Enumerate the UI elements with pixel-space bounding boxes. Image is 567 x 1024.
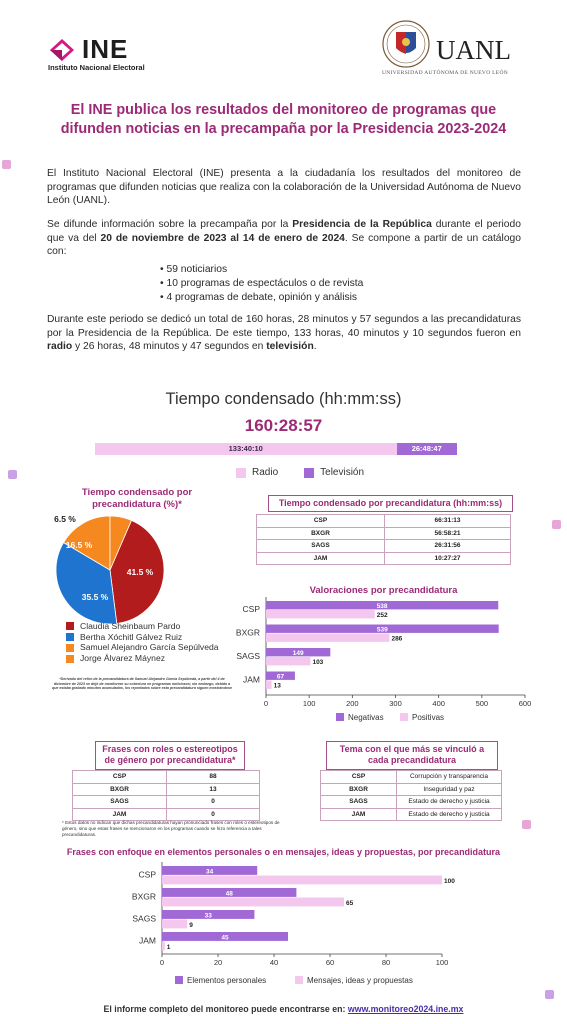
category-label: SAGS [132,913,156,924]
pie-chart-title: Tiempo condensado por precandidatura (%)* [81,487,193,511]
time-table [256,514,511,565]
report-link[interactable]: www.monitoreo2024.ine.mx [347,1004,464,1014]
table-row: BXGR 13 [73,783,260,796]
radio-bar-segment: 133:40:10 [95,443,397,455]
pie-slice-label: 6.5 % [54,514,76,524]
x-tick-label: 0 [263,699,269,708]
table-row: CSP 66:31:13 [257,515,511,528]
list-item: • 10 programas de espectáculos o de revista [160,277,363,291]
totals-paragraph: Durante este periodo se dedicó un total de 160 horas, 28 minutos y 57 segundos a las precandidaturas por la Presidencia de la República. De este tiempo, 133 horas, 40 minutos y 10 segundos fueron en radio y 26 horas, 48 minutos y 47 segundos en televisión. [47,314,521,353]
pie-legend-item: Jorge Álvarez Máynez [66,653,219,664]
bar-value-label: 67 [276,673,285,681]
category-label: BXGR [131,891,156,902]
category-label: JAM [243,674,260,685]
category-label: SAGS [236,651,260,661]
x-tick-label: 0 [159,958,165,967]
bar-value-label: 286 [391,635,403,643]
bar-value-label: 1 [166,943,171,951]
table-row: JAM 0 [73,808,260,821]
footer: El informe completo del monitoreo puede encontrarse en: www.monitoreo2024.ine.mx [103,1004,464,1014]
x-tick-label: 100 [435,958,449,967]
pie-slice-label: 16.5 % [65,540,93,550]
table-row: JAM Estado de derecho y justicia [321,808,502,821]
category-label: CSP [138,869,156,880]
tv-swatch [304,468,314,478]
frases-chart [120,858,465,993]
bar [162,920,187,929]
bar [266,681,272,689]
pie-legend [66,621,219,664]
bar-value-label: 539 [376,626,388,634]
legend-label: Elementos personales [187,976,267,985]
bar-value-label: 100 [444,877,455,885]
topic-table [320,770,502,821]
category-label: BXGR [235,627,260,638]
table-row: JAM 10:27:27 [257,552,511,565]
condensed-time-bar [95,443,457,455]
decorative-square [552,520,561,529]
legend-label: Negativas [348,713,384,722]
x-tick-label: 60 [325,958,335,967]
category-label: CSP [242,604,260,614]
x-tick-label: 20 [213,958,223,967]
pie-slice-label: 41.5 % [126,567,154,577]
uanl-logo [380,20,530,82]
decorative-square [522,820,531,829]
legend-label-radio: Radio [252,467,279,478]
decorative-square [545,990,554,999]
tv-bar-segment: 26:48:47 [397,443,457,455]
bar-value-label: 149 [292,649,304,657]
bar-value-label: 103 [312,658,324,666]
valoraciones-chart-title: Valoraciones por precandidatura [309,585,458,596]
bar-value-label: 48 [225,890,233,898]
bar [266,634,389,642]
page-title: El INE publica los resultados del monitoreo de programas que difunden noticias en la precampaña por la Presidencia 2023-2024 [60,102,507,138]
decorative-square [8,470,17,479]
pie-footnote: *Derivado del retiro de la precandidatura de Samuel Alejandro García Sepúlveda, a partir del 4 de diciembre de 2023 se dejó de monitorear su cobertura en programas noticiosos; sin embargo, debido a que estaba grabado minutos acumulados, los reportados sobre esta precandidatura siguen mostrándose [52,677,232,691]
gender-table [72,770,260,821]
condensed-time-legend [236,467,364,478]
bar-value-label: 9 [189,921,193,929]
time-table-title: Tiempo condensado por precandidatura (hh:mm:ss) [268,495,513,512]
legend-label: Mensajes, ideas y propuestas [307,976,413,985]
x-tick-label: 80 [381,958,391,967]
pie-legend-item: Samuel Alejandro García Sepúlveda [66,642,219,653]
bar-value-label: 65 [346,899,354,907]
x-tick-label: 200 [346,699,359,708]
x-tick-label: 100 [302,699,316,708]
radio-swatch [236,468,246,478]
bar [162,898,344,907]
period-paragraph: Se difunde información sobre la precampaña por la Presidencia de la República durante el periodo que va del 20 de noviembre de 2023 al 14 de enero de 2024. Se compone a partir de un catálogo con: [47,219,521,258]
table-row: SAGS 0 [73,796,260,809]
valoraciones-chart [228,596,538,726]
bar [162,876,442,885]
pie-chart [40,510,180,630]
frases-chart-title: Frases con enfoque en elementos personales o en mensajes, ideas y propuestas, por precandidatura [66,847,501,857]
uanl-logo-subtitle: UNIVERSIDAD AUTÓNOMA DE NUEVO LEÓN [382,70,508,76]
condensed-time-total: 160:28:57 [244,416,323,435]
category-label: JAM [139,935,156,946]
pie-slice-label: 35.5 % [81,592,109,602]
bar [266,657,310,665]
table-row: CSP Corrupción y transparencia [321,771,502,784]
bar-value-label: 252 [376,611,388,619]
bar [266,610,375,618]
gender-footnote: * Estos datos no indican que dichas precandidaturas hayan pronunciado frases con roles o estereotipos de género, sino que estas frases se mencionaron en los programas cuando se hizo referencia a tales precandidaturas. [62,820,280,837]
uanl-logo-text: UANL [436,35,511,65]
bar-value-label: 13 [273,682,281,690]
table-row: CSP 88 [73,771,260,784]
legend-swatch [175,976,183,984]
legend-swatch [336,713,344,721]
condensed-time-title: Tiempo condensado (hh:mm:ss) [165,390,402,408]
x-tick-label: 400 [432,699,445,708]
ine-logo-subtitle: Instituto Nacional Electoral [48,63,145,72]
pie-legend-item: Bertha Xóchitl Gálvez Ruiz [66,632,219,643]
table-row: SAGS 26:31:56 [257,540,511,553]
bar-value-label: 33 [204,912,212,920]
table-row: SAGS Estado de derecho y justicia [321,796,502,809]
x-tick-label: 500 [475,699,489,708]
ine-logo-text: INE [82,34,129,64]
intro-paragraph: El Instituto Nacional Electoral (INE) presenta a la ciudadanía los resultados del monitoreo de programas que difunden noticias que realiza con la colaboración de la Universidad Autónoma de Nuevo León (UANL). [47,168,521,207]
legend-swatch [295,976,303,984]
topic-table-title: Tema con el que más se vinculó a cada precandidatura [326,741,498,770]
legend-label: Positivas [412,713,445,722]
table-row: BXGR 56:58:21 [257,527,511,540]
list-item: • 59 noticiarios [160,263,363,277]
ine-logo [46,34,176,76]
decorative-square [2,160,11,169]
legend-label-tv: Televisión [320,467,365,478]
bar-value-label: 34 [205,868,214,876]
pie-legend-item: Claudia Sheinbaum Pardo [66,621,219,632]
table-row: BXGR Inseguridad y paz [321,783,502,796]
gender-table-title: Frases con roles o estereotipos de género por precandidatura* [95,741,245,770]
x-tick-label: 600 [518,699,532,708]
ine-mark-icon [48,38,76,62]
legend-swatch [400,713,408,721]
bar-value-label: 45 [221,934,229,942]
bar-value-label: 538 [376,602,388,610]
list-item: • 4 programas de debate, opinión y análisis [160,291,363,305]
x-tick-label: 300 [389,699,402,708]
uanl-seal-icon [380,20,432,72]
catalog-list [160,263,363,306]
x-tick-label: 40 [269,958,279,967]
bar [162,942,165,951]
